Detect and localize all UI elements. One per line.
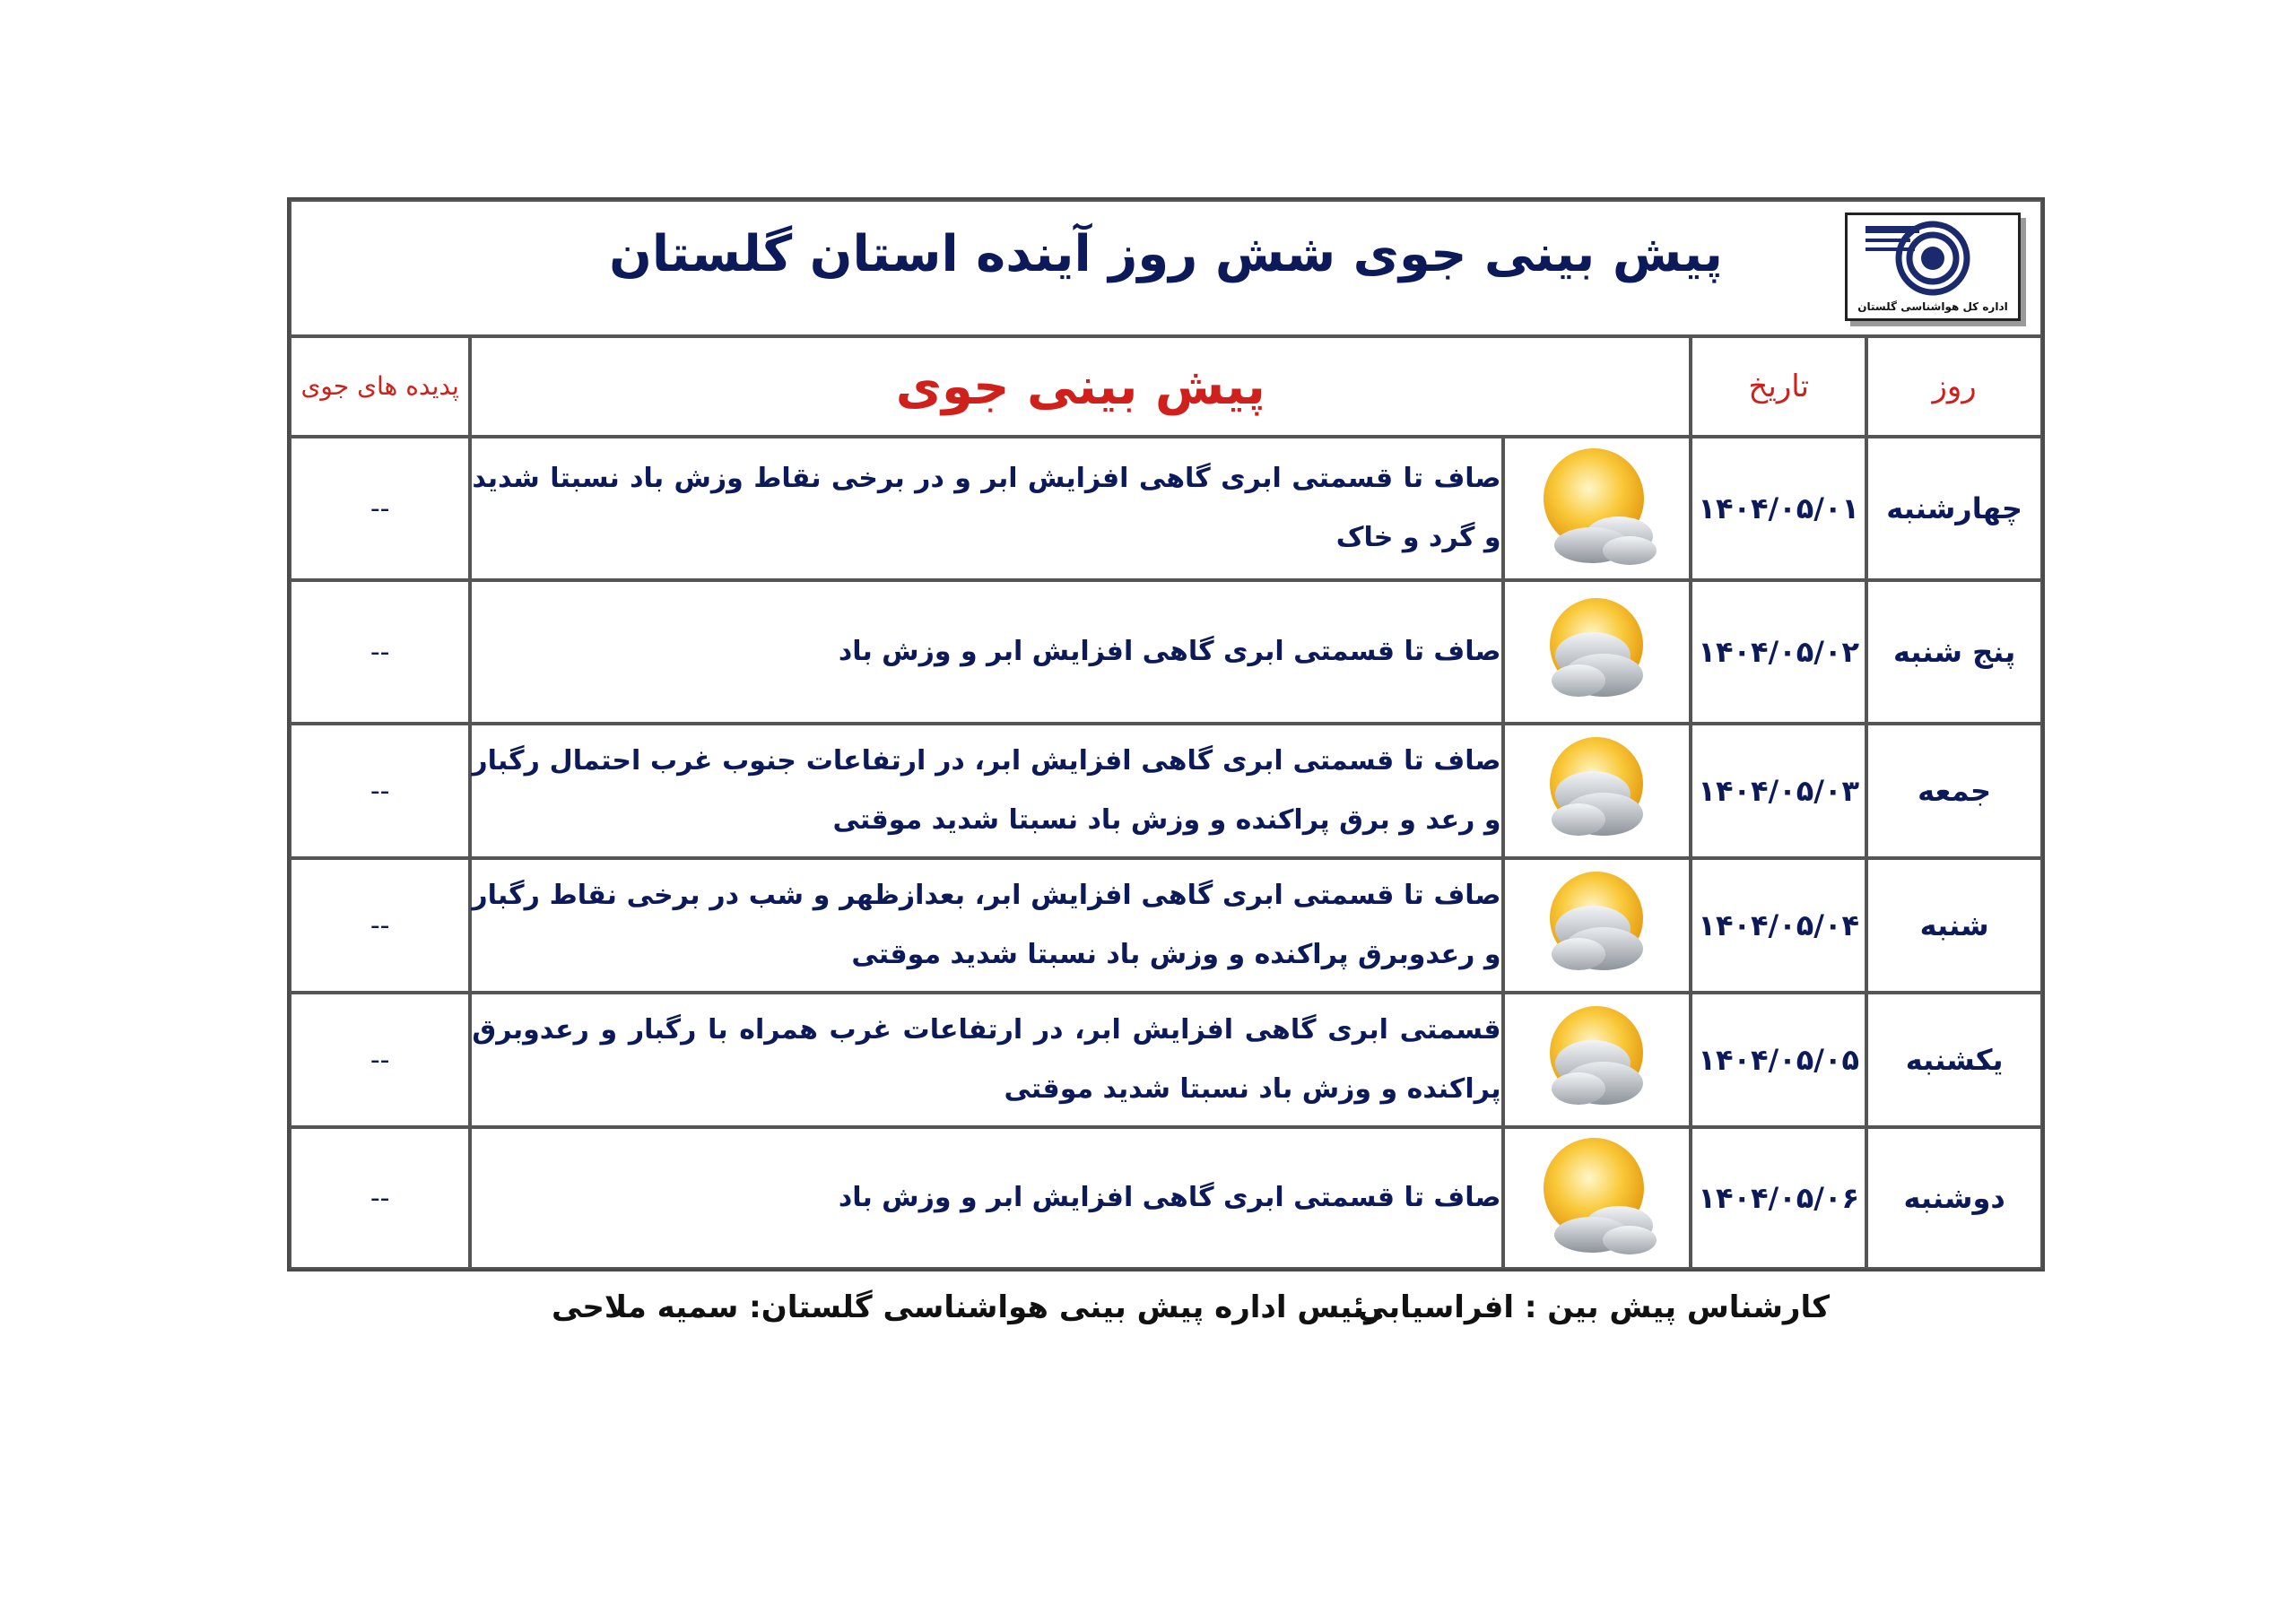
column-header-phenomena: پدیده های جوی — [290, 336, 470, 437]
date-cell: ۱۴۰۴/۰۵/۰۶ — [1691, 1127, 1866, 1269]
table-row — [290, 858, 2042, 993]
date-cell: ۱۴۰۴/۰۵/۰۴ — [1691, 858, 1866, 993]
weather-icon-cell — [1503, 724, 1692, 858]
phenomena-cell: -- — [290, 1127, 470, 1269]
weather-icon-cell — [1503, 993, 1692, 1127]
table-row — [290, 580, 2042, 724]
day-cell: شنبه — [1866, 858, 2042, 993]
logo-caption: اداره کل هواشناسی گلستان — [1857, 300, 2008, 313]
table-row — [290, 724, 2042, 858]
weather-icon-cell — [1503, 437, 1692, 580]
day-cell: چهارشنبه — [1866, 437, 2042, 580]
date-cell: ۱۴۰۴/۰۵/۰۳ — [1691, 724, 1866, 858]
signature-footer — [287, 1271, 2045, 1343]
forecast-description: قسمتی ابری گاهی افزایش ابر، در ارتفاعات غرب همراه با رگبار و رعدوبرق پراکنده و وزش باد نسبتا شدید موقتی — [470, 993, 1502, 1127]
cloud-sun-icon — [1534, 973, 1659, 990]
phenomena-cell: -- — [290, 580, 470, 724]
office-head-signature: رئیس اداره پیش بینی هواشناسی گلستان: سمیه ملاحی — [552, 1289, 1382, 1325]
day-cell: جمعه — [1866, 724, 2042, 858]
day-cell: یکشنبه — [1866, 993, 2042, 1127]
forecast-description: صاف تا قسمتی ابری گاهی افزایش ابر، بعدازظهر و شب در برخی نقاط رگبار و رعدوبرق پراکنده و وزش باد نسبتا شدید موقتی — [470, 858, 1502, 993]
forecast-description: صاف تا قسمتی ابری گاهی افزایش ابر و در برخی نقاط وزش باد نسبتا شدید و گرد و خاک — [470, 437, 1502, 580]
forecaster-signature: کارشناس پیش بین : افراسیابی — [1358, 1289, 1830, 1325]
forecast-table — [287, 197, 2045, 1271]
day-cell: پنج شنبه — [1866, 580, 2042, 724]
phenomena-cell: -- — [290, 724, 470, 858]
cloud-sun-icon — [1534, 838, 1659, 855]
weather-icon-cell — [1503, 580, 1692, 724]
cloud-sun-icon — [1534, 1107, 1659, 1124]
forecast-description: صاف تا قسمتی ابری گاهی افزایش ابر، در ارتفاعات جنوب غرب احتمال رگبار و رعد و برق پراکنده و وزش باد نسبتا شدید موقتی — [470, 724, 1502, 858]
forecast-description: صاف تا قسمتی ابری گاهی افزایش ابر و وزش باد — [470, 580, 1502, 724]
date-cell: ۱۴۰۴/۰۵/۰۱ — [1691, 437, 1866, 580]
forecast-description: صاف تا قسمتی ابری گاهی افزایش ابر و وزش باد — [470, 1127, 1502, 1269]
title-row — [290, 200, 2042, 336]
date-cell: ۱۴۰۴/۰۵/۰۵ — [1691, 993, 1866, 1127]
date-cell: ۱۴۰۴/۰۵/۰۲ — [1691, 580, 1866, 724]
column-header-forecast: پیش بینی جوی — [470, 336, 1691, 437]
table-row — [290, 1127, 2042, 1269]
day-cell: دوشنبه — [1866, 1127, 2042, 1269]
column-header-day: روز — [1866, 336, 2042, 437]
forecast-document — [287, 197, 2045, 1343]
weather-icon-cell — [1503, 1127, 1692, 1269]
phenomena-cell: -- — [290, 858, 470, 993]
page-title: پیش بینی جوی شش روز آینده استان گلستان — [609, 225, 1723, 283]
sun-cloud-icon — [1529, 560, 1664, 577]
sun-cloud-icon — [1529, 1250, 1664, 1267]
column-header-date: تاریخ — [1691, 336, 1866, 437]
phenomena-cell: -- — [290, 993, 470, 1127]
cloud-sun-icon — [1534, 699, 1659, 716]
table-row — [290, 437, 2042, 580]
weather-icon-cell — [1503, 858, 1692, 993]
phenomena-cell: -- — [290, 437, 470, 580]
table-row — [290, 993, 2042, 1127]
